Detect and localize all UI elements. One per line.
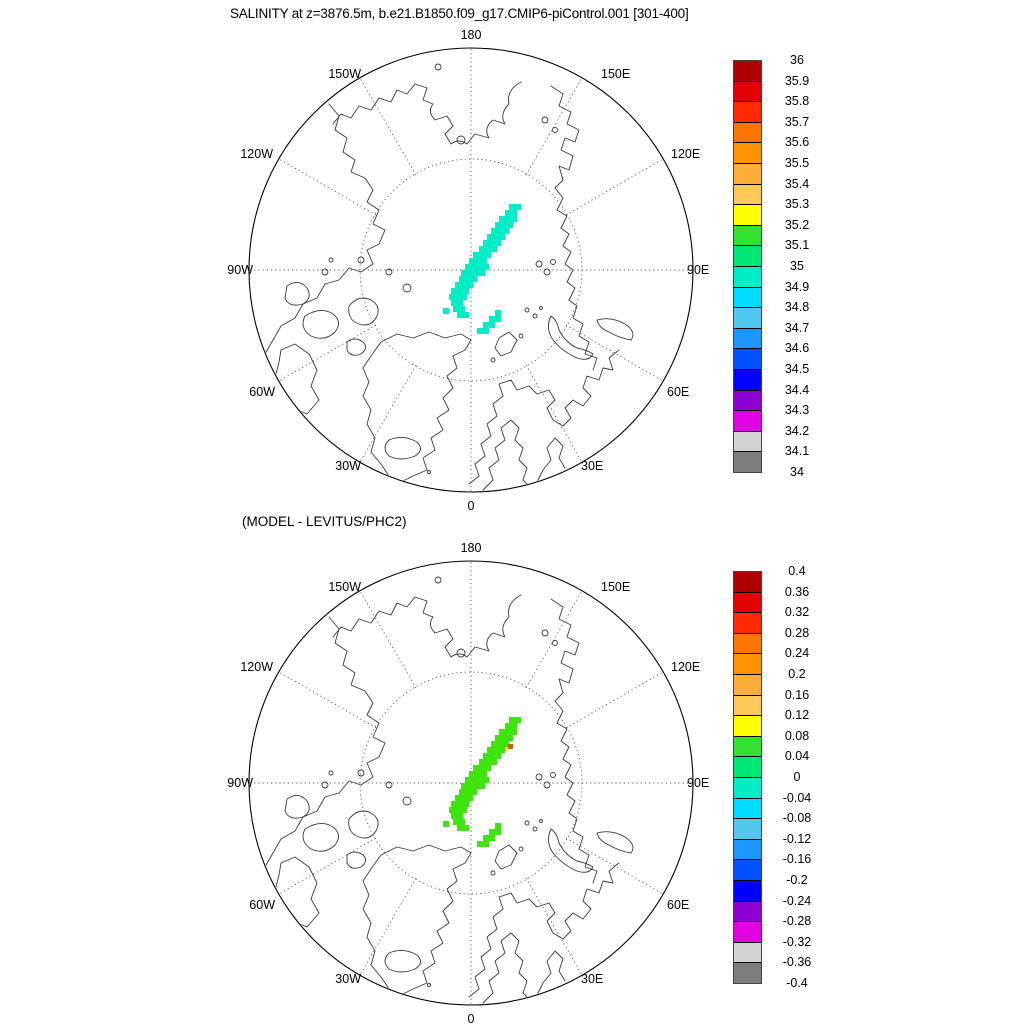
data-cell [505, 216, 511, 222]
data-cell [495, 222, 501, 228]
lon-label-60W: 60W [249, 898, 275, 912]
colorbar-band [734, 756, 761, 777]
data-cell [461, 270, 467, 276]
data-cell [483, 753, 489, 759]
data-cell [473, 765, 479, 771]
colorbar-band [734, 328, 761, 349]
colorbar-tick-label: 35.8 [784, 94, 810, 109]
data-cell [515, 717, 521, 723]
data-cell [483, 264, 489, 270]
data-cell [463, 801, 469, 807]
lon-label-60W: 60W [249, 385, 275, 399]
lon-label-120W: 120W [240, 660, 273, 674]
data-cell [479, 783, 485, 789]
data-cell [463, 825, 469, 831]
data-cell [483, 240, 489, 246]
data-cell [499, 729, 505, 735]
lon-label-150E: 150E [601, 580, 631, 594]
data-cell [505, 210, 511, 216]
colorbar-tick-label: 0.08 [784, 728, 810, 743]
colorbar-band [734, 715, 761, 736]
data-cell [457, 300, 463, 306]
data-cell [453, 306, 459, 312]
lon-label-120E: 120E [671, 660, 701, 674]
data-cell [459, 276, 465, 282]
colorbar-band [734, 942, 761, 963]
data-cell [491, 246, 497, 252]
colorbar-band [734, 695, 761, 716]
data-cell [477, 841, 483, 847]
data-cell [509, 204, 515, 210]
colorbar-tick-label: 35.7 [784, 114, 810, 129]
colorbar-tick-label: -0.24 [782, 893, 812, 908]
data-cell [493, 234, 499, 240]
data-cell [481, 771, 487, 777]
data-cell [511, 216, 517, 222]
colorbar-tick-label: -0.28 [782, 914, 812, 929]
data-cell [473, 270, 479, 276]
colorbar-band [734, 225, 761, 246]
salinity-data-patch [443, 204, 521, 334]
colorbar-tick-label: 0.2 [788, 667, 806, 681]
data-cell [467, 282, 473, 288]
colorbar-band [734, 839, 761, 860]
data-cell [465, 777, 471, 783]
colorbar-bands [733, 571, 762, 984]
data-cell [503, 228, 509, 234]
colorbar-tick-label: -0.08 [782, 811, 812, 826]
data-cell [499, 747, 505, 753]
data-cell [497, 228, 503, 234]
difference-data-patch [443, 717, 521, 847]
colorbar-band [734, 901, 761, 922]
data-cell [495, 829, 501, 835]
data-cell [457, 312, 463, 318]
data-cell [495, 735, 501, 741]
colorbar-tick-label: 35.2 [784, 217, 810, 232]
colorbar-band [734, 431, 761, 452]
data-cell [495, 240, 501, 246]
colorbar-tick-label: 0 [793, 770, 801, 784]
colorbar-tick-label: 0.28 [784, 625, 810, 640]
data-cell [461, 282, 467, 288]
colorbar-tick-label: 34.1 [784, 444, 810, 459]
data-cell [451, 288, 457, 294]
data-cell [453, 819, 459, 825]
map-panel-difference [221, 533, 721, 1024]
data-cell [477, 328, 483, 334]
lon-label-30E: 30E [581, 972, 604, 986]
colorbar-band [734, 736, 761, 757]
lon-label-0: 0 [467, 499, 475, 513]
colorbar-tick-label: 0.12 [784, 708, 810, 723]
data-cell [473, 252, 479, 258]
lon-label-30W: 30W [335, 459, 361, 473]
colorbar-band [734, 81, 761, 102]
data-cell [515, 204, 521, 210]
colorbar-band [734, 633, 761, 654]
colorbar-tick-label: 34.3 [784, 403, 810, 418]
data-cell [461, 795, 467, 801]
data-cell [451, 300, 457, 306]
colorbar-band [734, 572, 761, 592]
data-cell [467, 270, 473, 276]
data-cell [467, 795, 473, 801]
data-cell [493, 747, 499, 753]
data-cell [511, 210, 517, 216]
map-panel-salinity [221, 20, 721, 520]
colorbar-tick-label: 36 [790, 53, 804, 67]
data-cell [457, 288, 463, 294]
lon-label-180: 180 [460, 28, 482, 42]
colorbar-band [734, 163, 761, 184]
data-cell [491, 759, 497, 765]
data-cell [487, 747, 493, 753]
data-cell [489, 316, 495, 322]
lon-label-180: 180 [460, 541, 482, 555]
lon-label-90E: 90E [687, 263, 710, 277]
data-cell [469, 258, 475, 264]
data-cell [465, 789, 471, 795]
colorbar-tick-label: 0.24 [784, 646, 810, 661]
colorbar-band [734, 142, 761, 163]
data-cell [485, 765, 491, 771]
data-cell [477, 264, 483, 270]
colorbar-tick-label: 35.4 [784, 176, 810, 191]
data-cell [495, 310, 501, 316]
data-cell [461, 783, 467, 789]
data-cell [457, 801, 463, 807]
data-cell [459, 819, 465, 825]
colorbar-band [734, 245, 761, 266]
data-cell [491, 741, 497, 747]
data-cell [489, 829, 495, 835]
data-cell [473, 783, 479, 789]
colorbar-band [734, 101, 761, 122]
colorbar-band [734, 369, 761, 390]
data-cell [449, 807, 455, 813]
data-cell [505, 723, 511, 729]
data-cell [489, 753, 495, 759]
lon-label-60E: 60E [667, 385, 690, 399]
data-cell [507, 222, 513, 228]
colorbar-tick-label: 35.5 [784, 156, 810, 170]
colorbar-band [734, 592, 761, 613]
data-cell [499, 234, 505, 240]
data-cell [443, 821, 449, 827]
lon-label-90W: 90W [227, 776, 253, 790]
data-cell [475, 258, 481, 264]
data-cell [455, 795, 461, 801]
data-cell [485, 759, 491, 765]
data-cell [507, 735, 513, 741]
data-cell [479, 252, 485, 258]
data-cell [501, 735, 507, 741]
data-cell [479, 246, 485, 252]
lon-label-150E: 150E [601, 67, 631, 81]
data-cell [463, 288, 469, 294]
colorbar-tick-label: 34.7 [784, 320, 810, 335]
colorbar-band [734, 612, 761, 633]
colorbar-band [734, 921, 761, 942]
data-cell [455, 282, 461, 288]
data-cell [455, 294, 461, 300]
lon-label-60E: 60E [667, 898, 690, 912]
data-cell [489, 240, 495, 246]
data-cell-outlier [505, 748, 508, 751]
data-cell [489, 835, 495, 841]
lon-label-0: 0 [467, 1012, 475, 1024]
colorbar-tick-label: 35.9 [784, 73, 810, 88]
colorbar-band [734, 287, 761, 308]
data-cell [501, 222, 507, 228]
colorbar-band [734, 859, 761, 880]
data-cell [471, 276, 477, 282]
data-cell [511, 723, 517, 729]
colorbar-band [734, 653, 761, 674]
colorbar-tick-label: 34.5 [784, 362, 810, 376]
data-cell [457, 825, 463, 831]
colorbar-band [734, 390, 761, 411]
data-cell [461, 294, 467, 300]
data-cell [463, 312, 469, 318]
colorbar-bands [733, 60, 762, 473]
data-cell [469, 771, 475, 777]
colorbar-tick-label: 0.04 [784, 749, 810, 764]
colorbar-tick-label: 0.4 [788, 564, 806, 578]
difference-panel-title: (MODEL - LEVITUS/PHC2) [242, 514, 407, 529]
data-cell [457, 813, 463, 819]
colorbar-tick-label: 34.4 [784, 382, 810, 397]
colorbar-tick-label: 34 [790, 465, 804, 479]
colorbar-band [734, 674, 761, 695]
lon-label-30W: 30W [335, 972, 361, 986]
data-cell [499, 216, 505, 222]
colorbar-tick-label: 0.32 [784, 605, 810, 620]
data-cell [487, 234, 493, 240]
colorbar-tick-label: 35.1 [784, 238, 810, 253]
colorbar-tick-label: -0.32 [782, 934, 812, 949]
data-cell [475, 771, 481, 777]
data-cell [465, 264, 471, 270]
colorbar-band [734, 818, 761, 839]
data-cell [483, 328, 489, 334]
colorbar-band [734, 61, 761, 81]
data-cell [483, 777, 489, 783]
data-cell [451, 801, 457, 807]
data-cell-outlier [508, 744, 513, 749]
data-cell [485, 252, 491, 258]
data-cell [495, 316, 501, 322]
colorbar-band [734, 962, 761, 983]
data-cell [455, 807, 461, 813]
colorbar-band [734, 777, 761, 798]
colorbar-band [734, 410, 761, 431]
data-cell [485, 246, 491, 252]
data-cell [449, 294, 455, 300]
colorbar-tick-label: 0.36 [784, 584, 810, 599]
lon-label-90E: 90E [687, 776, 710, 790]
colorbar-tick-label: 0.16 [784, 687, 810, 702]
colorbar-tick-label: -0.12 [782, 831, 812, 846]
colorbar-band [734, 451, 761, 472]
data-cell [477, 777, 483, 783]
colorbar-tick-label: -0.4 [786, 976, 808, 990]
colorbar-band [734, 266, 761, 287]
colorbar-tick-label: -0.2 [786, 873, 808, 887]
colorbar-band [734, 122, 761, 143]
colorbar-band [734, 348, 761, 369]
lon-label-90W: 90W [227, 263, 253, 277]
data-cell [479, 270, 485, 276]
lon-label-150W: 150W [328, 580, 361, 594]
data-cell [483, 322, 489, 328]
colorbar-band [734, 798, 761, 819]
colorbar-tick-label: 35 [790, 259, 804, 273]
data-cell [459, 306, 465, 312]
colorbar-band [734, 204, 761, 225]
colorbar-tick-label: -0.04 [782, 790, 812, 805]
data-cell [483, 835, 489, 841]
data-cell [495, 753, 501, 759]
data-cell [481, 258, 487, 264]
data-cell [471, 777, 477, 783]
data-cell [479, 759, 485, 765]
data-cell [491, 228, 497, 234]
lon-label-150W: 150W [328, 67, 361, 81]
colorbar-band [734, 880, 761, 901]
colorbar-band [734, 307, 761, 328]
data-cell [467, 783, 473, 789]
data-cell [505, 729, 511, 735]
data-cell [471, 789, 477, 795]
data-cell [497, 741, 503, 747]
colorbar-band [734, 184, 761, 205]
data-cell [495, 823, 501, 829]
data-cell [489, 322, 495, 328]
lon-label-120W: 120W [240, 147, 273, 161]
colorbar-tick-label: 35.6 [784, 135, 810, 150]
data-cell [465, 276, 471, 282]
colorbar-tick-label: -0.16 [782, 852, 812, 867]
colorbar-tick-label: 35.3 [784, 197, 810, 212]
colorbar-tick-label: 34.6 [784, 341, 810, 356]
data-cell [471, 264, 477, 270]
data-cell [459, 789, 465, 795]
colorbar-tick-label: 34.2 [784, 423, 810, 438]
data-cell [479, 765, 485, 771]
data-cell [461, 807, 467, 813]
data-cell [483, 841, 489, 847]
lon-label-120E: 120E [671, 147, 701, 161]
data-cell [511, 729, 517, 735]
colorbar-tick-label: -0.36 [782, 955, 812, 970]
data-cell [451, 813, 457, 819]
lon-label-30E: 30E [581, 459, 604, 473]
colorbar-tick-label: 34.9 [784, 279, 810, 294]
data-cell [509, 717, 515, 723]
data-cell [443, 308, 449, 314]
figure-title: SALINITY at z=3876.5m, b.e21.B1850.f09_g17.CMIP6-piControl.001 [301-400] [230, 6, 689, 21]
colorbar-tick-label: 34.8 [784, 300, 810, 315]
